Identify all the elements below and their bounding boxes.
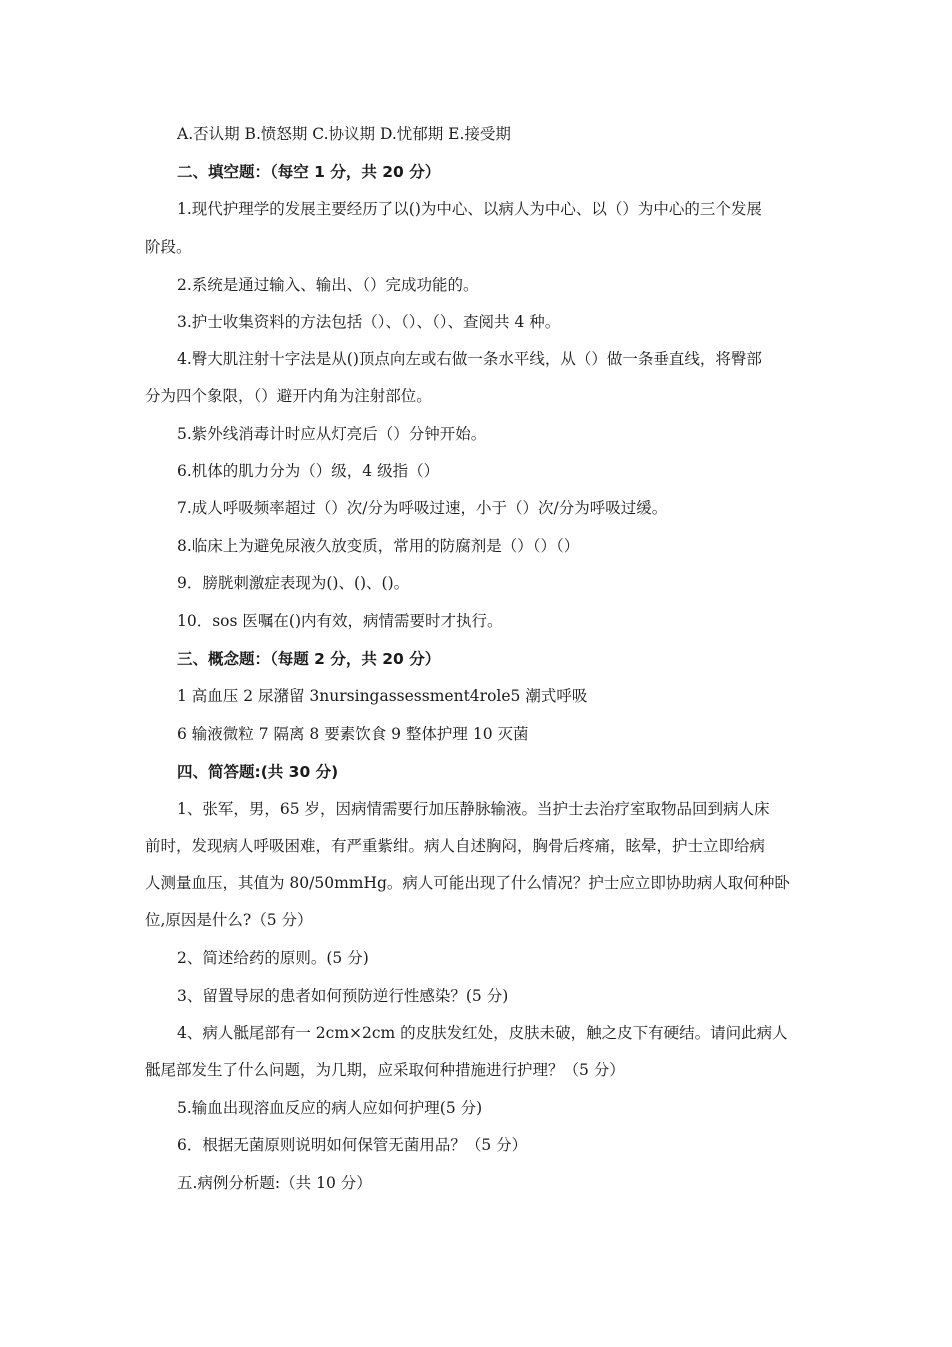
question-text: 骶尾部发生了什么问题，为几期，应采取何种措施进行护理？（5 分） <box>145 1061 625 1079</box>
question-text: 10．sos 医嘱在()内有效，病情需要时才执行。 <box>177 612 503 630</box>
concept-list: 6 输液微粒 7 隔离 8 要素饮食 9 整体护理 10 灭菌 <box>177 725 529 743</box>
question-text: 1.现代护理学的发展主要经历了以()为中心、以病人为中心、以（）为中心的三个发展 <box>177 200 762 218</box>
choice-options: A.否认期 B.愤怒期 C.协议期 D.忧郁期 E.接受期 <box>177 125 511 143</box>
question-text: 5.紫外线消毒计时应从灯亮后（）分钟开始。 <box>177 425 487 443</box>
question-text: 7.成人呼吸频率超过（）次/分为呼吸过速，小于（）次/分为呼吸过缓。 <box>177 499 668 517</box>
question-text: 4.臀大肌注射十字法是从()顶点向左或右做一条水平线，从（）做一条垂直线，将臀部 <box>177 350 762 368</box>
question-text: 3.护士收集资料的方法包括（）、（）、（）、查阅共 4 种。 <box>177 313 561 331</box>
question-text: 2、简述给药的原则。(5 分) <box>177 949 369 967</box>
question-text: 6．根据无菌原则说明如何保管无菌用品？（5 分） <box>177 1136 528 1154</box>
section-heading-fill-blank: 二、填空题：（每空 1 分，共 20 分） <box>177 163 441 181</box>
question-text: 4、病人骶尾部有一 2cm×2cm 的皮肤发红处，皮肤未破，触之皮下有硬结。请问此病人 <box>177 1024 788 1042</box>
question-text: 位,原因是什么?（5 分） <box>145 911 313 929</box>
question-text: 分为四个象限，（）避开内角为注射部位。 <box>145 387 432 405</box>
section-heading-concepts: 三、概念题：（每题 2 分，共 20 分） <box>177 650 441 668</box>
question-text: 阶段。 <box>145 238 192 256</box>
question-text: 3、留置导尿的患者如何预防逆行性感染？(5 分) <box>177 987 509 1005</box>
question-text: 2.系统是通过输入、输出、（）完成功能的。 <box>177 276 479 294</box>
section-heading-short-answer: 四、简答题:(共 30 分) <box>177 763 339 781</box>
question-text: 8.临床上为避免尿液久放变质，常用的防腐剂是（）（）（） <box>177 537 580 555</box>
question-text: 9．膀胱刺激症表现为()、()、()。 <box>177 574 410 592</box>
question-text: 人测量血压，其值为 80/50mmHg。病人可能出现了什么情况？护士应立即协助病人取何种卧 <box>145 874 790 892</box>
section-heading-case-analysis: 五.病例分析题:（共 10 分） <box>177 1174 372 1192</box>
concept-list: 1 高血压 2 尿潴留 3nursingassessment4role5 潮式呼吸 <box>177 687 588 705</box>
question-text: 1、张军，男，65 岁，因病情需要行加压静脉输液。当护士去治疗室取物品回到病人床 <box>177 800 770 818</box>
question-text: 5.输血出现溶血反应的病人应如何护理(5 分) <box>177 1099 483 1117</box>
question-text: 前时，发现病人呼吸困难，有严重紫绀。病人自述胸闷，胸骨后疼痛，眩晕，护士立即给病 <box>145 837 766 855</box>
question-text: 6.机体的肌力分为（）级，4 级指（） <box>177 462 440 480</box>
